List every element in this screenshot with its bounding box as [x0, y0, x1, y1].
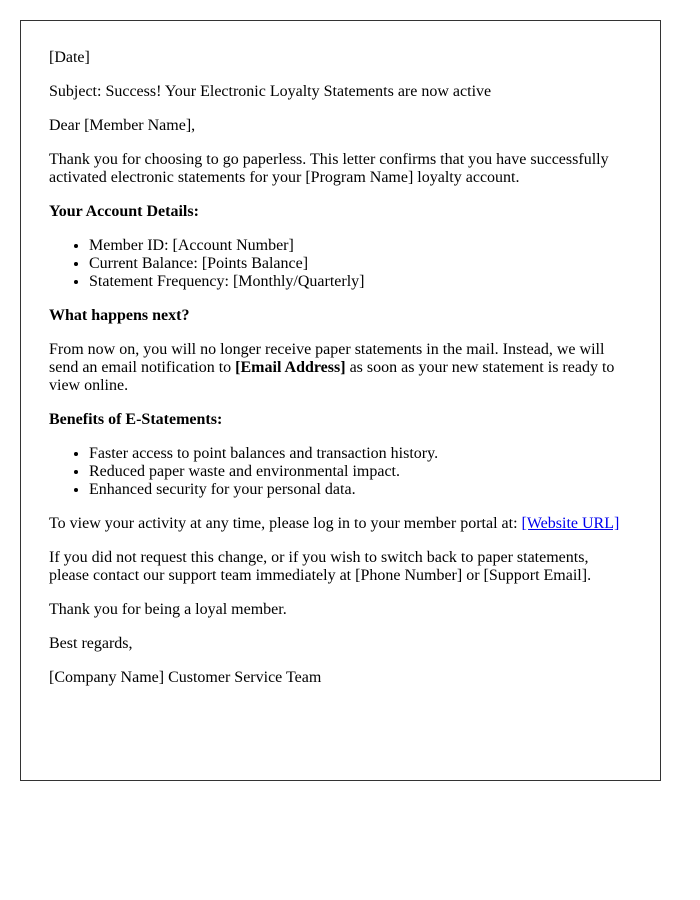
- benefits-heading: Benefits of E-Statements:: [49, 411, 223, 428]
- website-link[interactable]: [Website URL]: [521, 515, 620, 532]
- list-item: • Statement Frequency: [Monthly/Quarterly]: [89, 273, 632, 291]
- intro: Thank you for choosing to go paperless. This letter confirms that you have successfully activated electronic statements for your [Program Name] loyalty account.: [49, 151, 609, 186]
- next-text-after: as soon as your new statement is ready to view online.: [49, 359, 615, 394]
- account-heading: Your Account Details:: [49, 203, 199, 220]
- letter: [20, 20, 661, 781]
- list-item: • Enhanced security for your personal data.: [89, 481, 632, 499]
- email-placeholder: [Email Address]: [235, 359, 346, 376]
- closing: Best regards,: [49, 635, 133, 652]
- portal-text: [49, 515, 632, 533]
- subject: Subject: Success! Your Electronic Loyalty Statements are now active: [49, 83, 492, 100]
- list-item: • Reduced paper waste and environmental impact.: [89, 463, 632, 481]
- account-list: [49, 237, 632, 291]
- support-text: If you did not request this change, or if you wish to switch back to paper statements, please contact our support team immediately at [Phone Number] or [Support Email].: [49, 549, 592, 584]
- benefits-list: [49, 445, 632, 499]
- list-item: • Faster access to point balances and transaction history.: [89, 445, 632, 463]
- portal-text-label: To view your activity at any time, please log in to your member portal at:: [49, 515, 522, 532]
- signature: [Company Name] Customer Service Team: [49, 669, 322, 686]
- next-text: [49, 341, 632, 395]
- next-text-before: From now on, you will no longer receive paper statements in the mail. Instead, we will send an email notification to: [49, 341, 605, 376]
- thanks: Thank you for being a loyal member.: [49, 601, 287, 618]
- greeting: Dear [Member Name],: [49, 117, 196, 134]
- date: [Date]: [49, 49, 90, 66]
- next-heading: What happens next?: [49, 307, 190, 324]
- list-item: • Current Balance: [Points Balance]: [89, 255, 632, 273]
- list-item: • Member ID: [Account Number]: [89, 237, 632, 255]
